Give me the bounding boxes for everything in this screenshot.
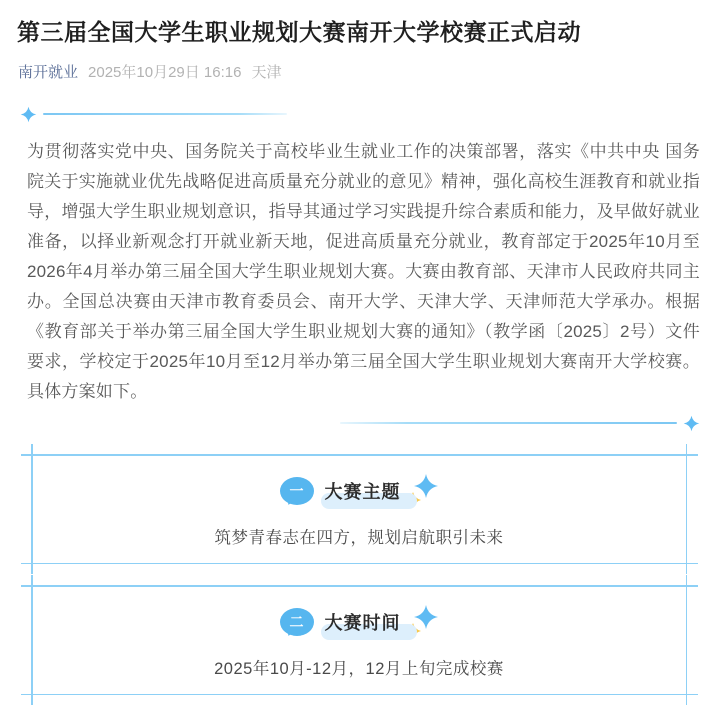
- section-body-text: 2025年10月-12月，12月上旬完成校赛: [214, 660, 504, 678]
- speech-bubble-tail: [281, 627, 295, 643]
- speech-bubble-tail: [281, 496, 295, 512]
- decor-line: [340, 422, 677, 424]
- card-border-top: [21, 454, 698, 456]
- article-meta: [0, 48, 726, 82]
- sparkle-icon: [683, 415, 700, 432]
- speech-bubble-icon: [280, 608, 314, 636]
- speech-bubble-icon: [280, 477, 314, 505]
- section-heading-label: 大赛时间: [325, 609, 401, 635]
- card-border-bottom: [21, 694, 698, 696]
- decor-sparkle-line-top: [20, 105, 726, 123]
- section-heading-label: 大赛主题: [325, 478, 401, 504]
- decor-sparkle-line-bottom: [0, 414, 700, 432]
- section-card-time: [31, 585, 687, 695]
- publish-location: 天津: [251, 64, 282, 81]
- section-heading: [31, 606, 687, 638]
- card-border-right: [686, 575, 688, 705]
- section-body-text: 筑梦青春志在四方，规划启航职引未来: [214, 529, 504, 547]
- section-heading: [31, 475, 687, 507]
- card-border-left: [31, 444, 33, 574]
- card-border-left: [31, 575, 33, 705]
- article-title: 第三届全国大学生职业规划大赛南开大学校赛正式启动: [17, 19, 581, 45]
- account-name-link[interactable]: 南开就业: [18, 64, 79, 81]
- intro-paragraph: 为贯彻落实党中央、国务院关于高校毕业生就业工作的决策部署，落实《中共中央 国务院关于实施就业优先战略促进高质量充分就业的意见》精神，强化高校生涯教育和就业指导，增强大学生职业规划意识，指导其通过学习实践提升综合素质和能力，及早做好就业准备，以择业新观念打开就业新天地，促进高质量充分就业，教育部定于2025年10月至2026年4月举办第三届全国大学生职业规划大赛。大赛由教育部、天津市人民政府共同主办。全国总决赛由天津市教育委员会、南开大学、天津大学、天津师范大学承办。根据《教育部关于举办第三届全国大学生职业规划大赛的通知》（教学函〔2025〕2号）文件要求，学校定于2025年10月至12月举办第三届全国大学生职业规划大赛南开大学校赛。具体方案如下。: [27, 142, 700, 401]
- section-number: 一: [289, 483, 304, 499]
- card-border-top: [21, 585, 698, 587]
- section-number: 二: [289, 614, 304, 630]
- decor-line: [43, 113, 287, 115]
- section-card-theme: [31, 454, 687, 564]
- card-border-bottom: [21, 563, 698, 565]
- card-border-right: [686, 444, 688, 574]
- publish-date: 2025年10月29日 16:16: [88, 64, 242, 81]
- sparkle-icon: [20, 106, 37, 123]
